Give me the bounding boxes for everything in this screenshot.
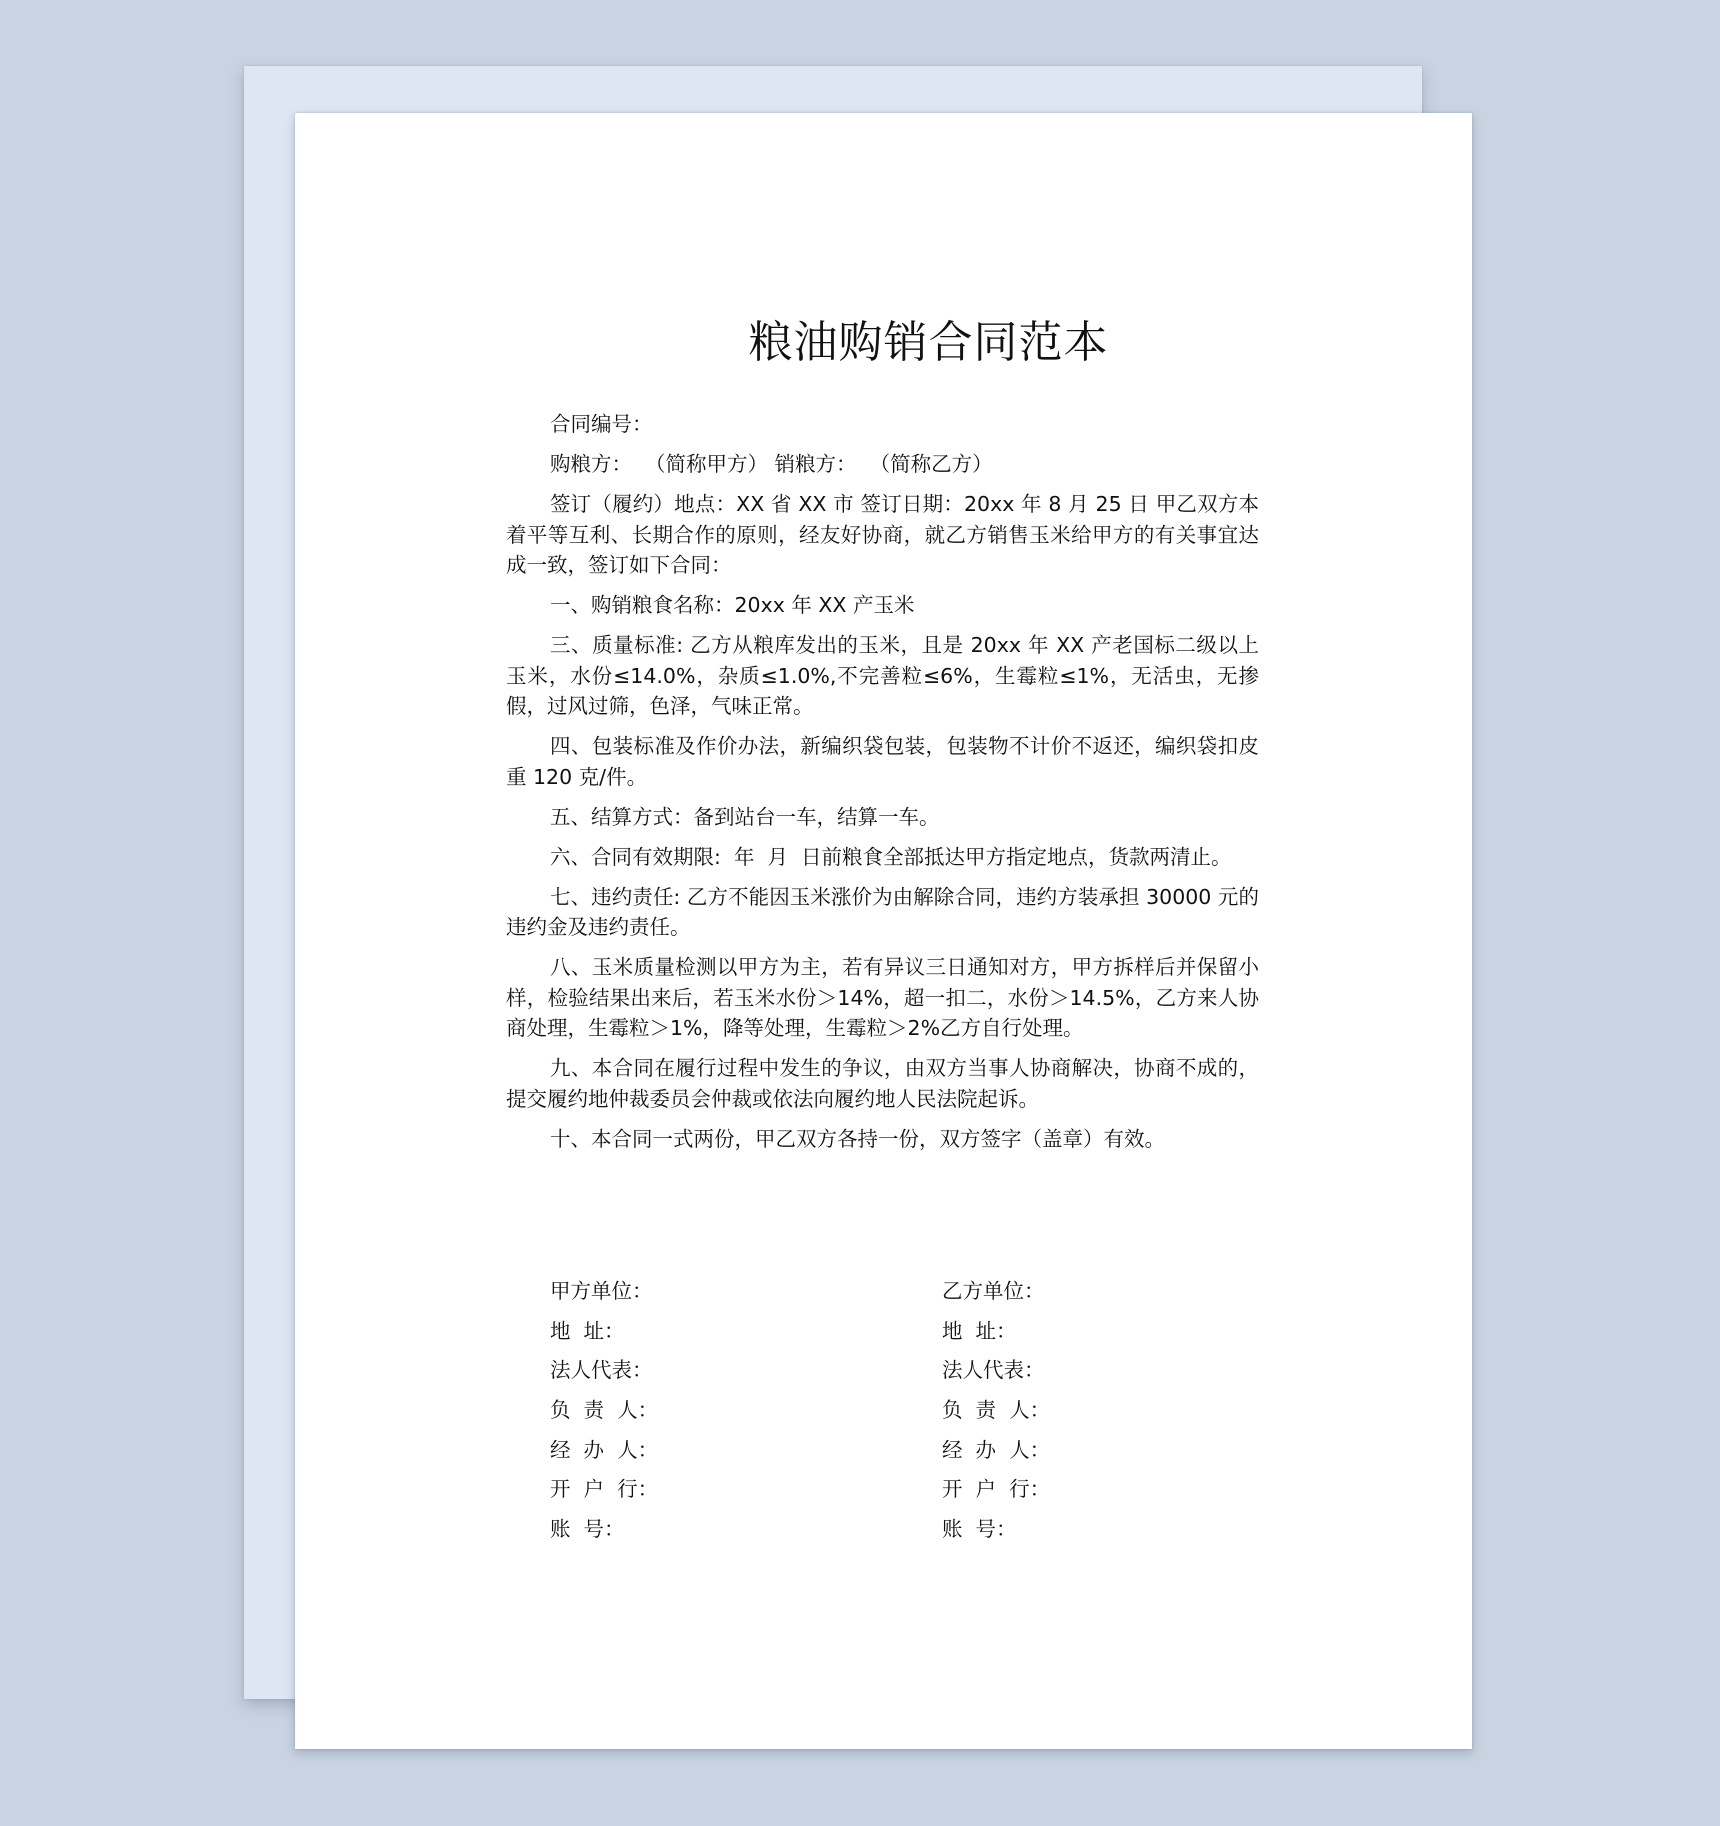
clause-1-grain-name: 一、购销粮食名称：20xx 年 XX 产玉米: [550, 593, 915, 617]
party-b-bank-label: 开 户 行：: [942, 1477, 1051, 1502]
clause-3-quality-standard: 三、质量标准: 乙方从粮库发出的玉米，且是 20xx 年 XX 产老国标二级以上玉米，水份≤14.0%，杂质≤1.0%,不完善粒≤6%，生霉粒≤1%，无活虫，无掺假，过风过筛，色泽，气味正常。: [506, 633, 1259, 718]
party-a-address-label: 地 址：: [550, 1318, 625, 1343]
contract-body: [506, 409, 1259, 1164]
signature-row-handler: [550, 1435, 1250, 1475]
parties-line: 购粮方： （简称甲方） 销粮方： （简称乙方）: [550, 452, 993, 476]
party-a-bank-label: 开 户 行：: [550, 1477, 659, 1502]
party-a-legal-rep-label: 法人代表：: [550, 1358, 653, 1383]
signature-row-account: [550, 1514, 1250, 1554]
signature-row-person-in-charge: [550, 1395, 1250, 1435]
signature-block: [550, 1276, 1250, 1554]
signature-row-company: [550, 1276, 1250, 1316]
signature-row-address: [550, 1316, 1250, 1356]
party-a-person-in-charge-label: 负 责 人：: [550, 1398, 659, 1423]
signing-info-paragraph: 签订（履约）地点：XX 省 XX 市 签订日期：20xx 年 8 月 25 日 甲乙双方本着平等互利、长期合作的原则，经友好协商，就乙方销售玉米给甲方的有关事宜达成一致，签订如下合同：: [506, 492, 1259, 577]
party-a-handler-label: 经 办 人：: [550, 1437, 659, 1462]
contract-number: 合同编号：: [550, 412, 653, 436]
clause-6-validity: 六、合同有效期限: 年 月 日前粮食全部抵达甲方指定地点，货款两清止。: [550, 844, 1232, 869]
signature-row-bank: [550, 1474, 1250, 1514]
clause-9-disputes: 九、本合同在履行过程中发生的争议，由双方当事人协商解决，协商不成的，提交履约地仲裁委员会仲裁或依法向履约地人民法院起诉。: [506, 1056, 1259, 1111]
clause-4-packaging: 四、包装标准及作价办法，新编织袋包装，包装物不计价不返还，编织袋扣皮重 120 克/件。: [506, 734, 1259, 789]
party-a-account-label: 账 号：: [550, 1517, 625, 1542]
party-a-company-label: 甲方单位：: [550, 1279, 653, 1303]
clause-5-settlement: 五、结算方式：备到站台一车，结算一车。: [550, 804, 940, 829]
party-b-handler-label: 经 办 人：: [942, 1437, 1051, 1462]
clause-10-copies: 十、本合同一式两份，甲乙双方各持一份，双方签字（盖章）有效。: [550, 1126, 1165, 1151]
clause-7-liability: 七、违约责任: 乙方不能因玉米涨价为由解除合同，违约方装承担 30000 元的违约金及违约责任。: [506, 884, 1259, 939]
page-title: 粮油购销合同范本: [748, 317, 1109, 368]
party-b-company-label: 乙方单位：: [942, 1279, 1045, 1303]
clause-8-inspection: 八、玉米质量检测以甲方为主，若有异议三日通知对方，甲方拆样后并保留小样，检验结果出来后，若玉米水份＞14%，超一扣二，水份＞14.5%，乙方来人协商处理，生霉粒＞1%，降等处理，生霉粒＞2%乙方自行处理。: [506, 955, 1259, 1040]
party-b-account-label: 账 号：: [942, 1517, 1017, 1542]
signature-row-legal-rep: [550, 1355, 1250, 1395]
party-b-address-label: 地 址：: [942, 1318, 1017, 1343]
document-page: [295, 113, 1472, 1749]
party-b-person-in-charge-label: 负 责 人：: [942, 1398, 1051, 1423]
party-b-legal-rep-label: 法人代表：: [942, 1358, 1045, 1383]
